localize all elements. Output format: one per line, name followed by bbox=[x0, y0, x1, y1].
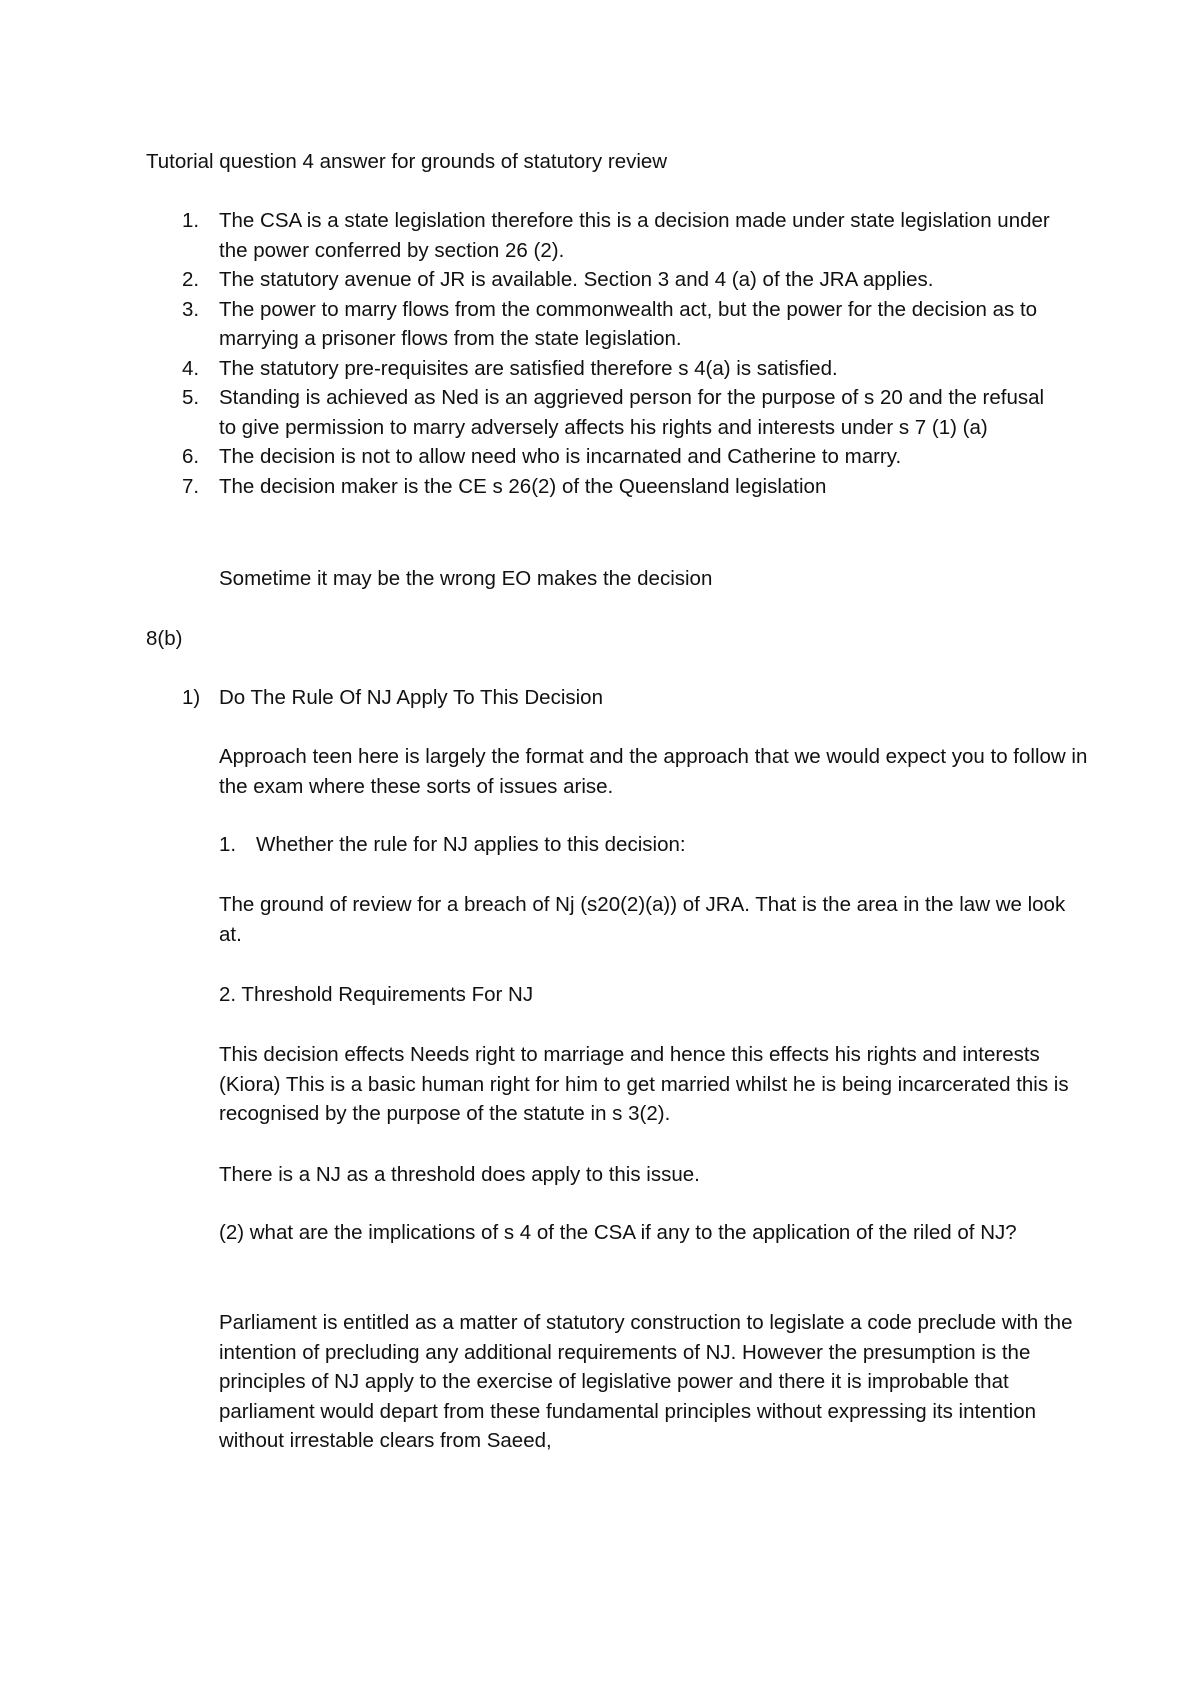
parliament-paragraph: Parliament is entitled as a matter of statutory construction to legislate a code preclude with the intention of precluding any additional requirements of NJ. However the presumption is the principles of NJ apply to the exercise of legislative power and there it is improbable that parliament would depart from these fundamental principles without expressing its intention without irrestable clears from Saeed, bbox=[219, 1311, 1073, 1452]
list-item bbox=[182, 472, 1062, 502]
document-title: Tutorial question 4 answer for grounds of statutory review bbox=[146, 150, 668, 173]
list-item-text: The CSA is a state legislation therefore this is a decision made under state legislation under the power conferred by section 26 (2). bbox=[219, 209, 1050, 262]
list-item-number: 7. bbox=[182, 474, 200, 498]
sub-item-1-text: Whether the rule for NJ applies to this decision: bbox=[256, 833, 686, 856]
threshold-heading: 2. Threshold Requirements For NJ bbox=[219, 983, 534, 1006]
list-item-number: 3. bbox=[182, 297, 200, 321]
rights-paragraph: This decision effects Needs right to marriage and hence this effects his rights and interests (Kiora) This is a basic human right for him to get married whilst he is being incarcerated this is recognised by the purpose of the statute in s 3(2). bbox=[219, 1043, 1069, 1125]
question-1-number: 1) bbox=[182, 686, 201, 709]
list-item bbox=[182, 265, 1062, 295]
approach-paragraph: Approach teen here is largely the format and the approach that we would expect you to follow in the exam where these sorts of issues arise. bbox=[219, 745, 1088, 798]
list-item-text: The decision is not to allow need who is incarnated and Catherine to marry. bbox=[219, 445, 902, 468]
list-item bbox=[182, 206, 1062, 265]
threshold-conclusion: There is a NJ as a threshold does apply to this issue. bbox=[219, 1163, 700, 1186]
list-item-text: Standing is achieved as Ned is an aggrieved person for the purpose of s 20 and the refusal to give permission to marry adversely affects his rights and interests under s 7 (1) (a) bbox=[219, 386, 1045, 439]
list-item-number: 6. bbox=[182, 445, 200, 468]
section-label: 8(b) bbox=[146, 627, 183, 650]
question-1-text: Do The Rule Of NJ Apply To This Decision bbox=[219, 686, 603, 709]
list-item-number: 1. bbox=[182, 209, 200, 232]
grounds-list bbox=[182, 206, 1062, 501]
note-after-list: Sometime it may be the wrong EO makes the decision bbox=[219, 567, 713, 590]
list-item bbox=[182, 442, 1062, 472]
list-item bbox=[182, 383, 1062, 442]
sub-item-1 bbox=[219, 830, 686, 860]
list-item-text: The statutory pre-requisites are satisfied therefore s 4(a) is satisfied. bbox=[219, 356, 838, 380]
list-item bbox=[182, 295, 1062, 354]
list-item-number: 5. bbox=[182, 386, 200, 409]
list-item bbox=[182, 354, 1062, 384]
question-1 bbox=[182, 683, 603, 713]
list-item-text: The statutory avenue of JR is available. Section 3 and 4 (a) of the JRA applies. bbox=[219, 268, 934, 291]
implications-question: (2) what are the implications of s 4 of the CSA if any to the application of the riled of NJ? bbox=[219, 1221, 1017, 1244]
ground-paragraph: The ground of review for a breach of Nj (s20(2)(a)) of JRA. That is the area in the law we look at. bbox=[219, 893, 1066, 946]
list-item-number: 2. bbox=[182, 268, 200, 291]
list-item-number: 4. bbox=[182, 356, 200, 380]
list-item-text: The power to marry flows from the commonwealth act, but the power for the decision as to marrying a prisoner flows from the state legislation. bbox=[219, 297, 1038, 350]
list-item-text: The decision maker is the CE s 26(2) of the Queensland legislation bbox=[219, 474, 827, 498]
sub-item-1-number: 1. bbox=[219, 833, 237, 856]
